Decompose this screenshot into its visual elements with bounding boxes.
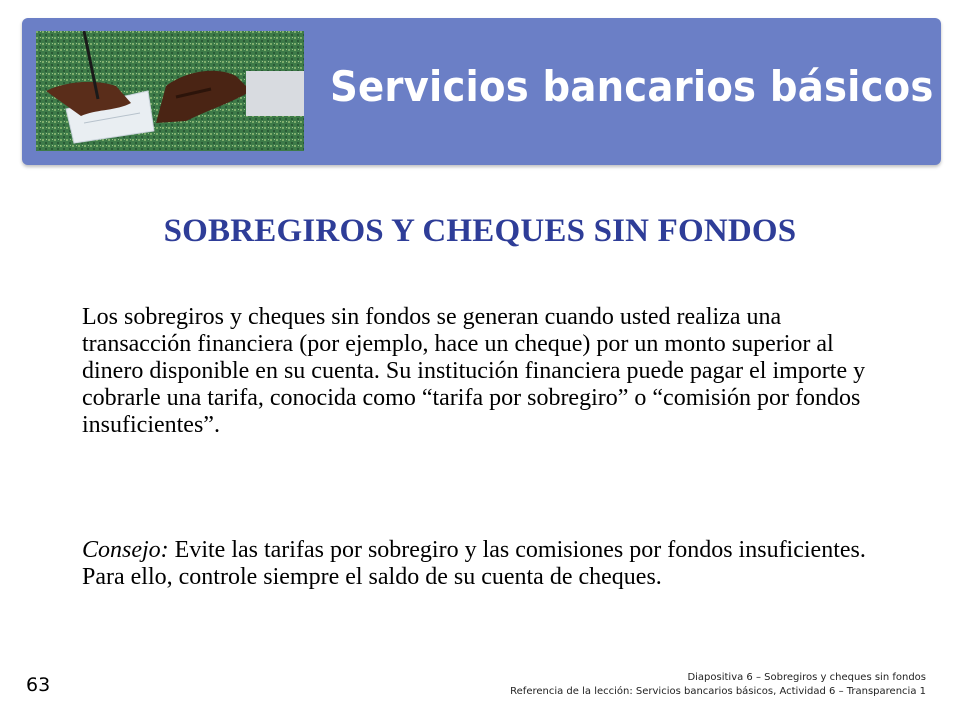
footer-reference: [510, 671, 926, 699]
signing-check-photo: [36, 31, 304, 151]
tip-text: Evite las tarifas por sobregiro y las comisiones por fondos insuficientes. Para ello, controle siempre el saldo de su cuenta de cheques.: [82, 537, 866, 590]
tip-paragraph: [82, 537, 882, 591]
tip-label: Consejo:: [82, 537, 169, 563]
slide-heading: SOBREGIROS Y CHEQUES SIN FONDOS: [163, 213, 797, 249]
footer-slide-line: Diapositiva 6 – Sobregiros y cheques sin fondos: [687, 672, 926, 683]
banner-title: Servicios bancarios básicos: [330, 62, 934, 111]
header-banner: [22, 18, 941, 165]
body-paragraph: Los sobregiros y cheques sin fondos se generan cuando usted realiza una transacción financiera (por ejemplo, hace un cheque) por un monto superior al dinero disponible en su cuenta. Su institución financiera puede pagar el importe y cobrarle una tarifa, conocida como “tarifa por sobregiro” o “comisión por fondos insuficientes”.: [82, 304, 866, 438]
page-number: 63: [26, 674, 51, 696]
footer-reference-line: Referencia de la lección: Servicios bancarios básicos, Actividad 6 – Transparencia 1: [510, 686, 926, 697]
signing-check-illustration: [36, 31, 304, 151]
